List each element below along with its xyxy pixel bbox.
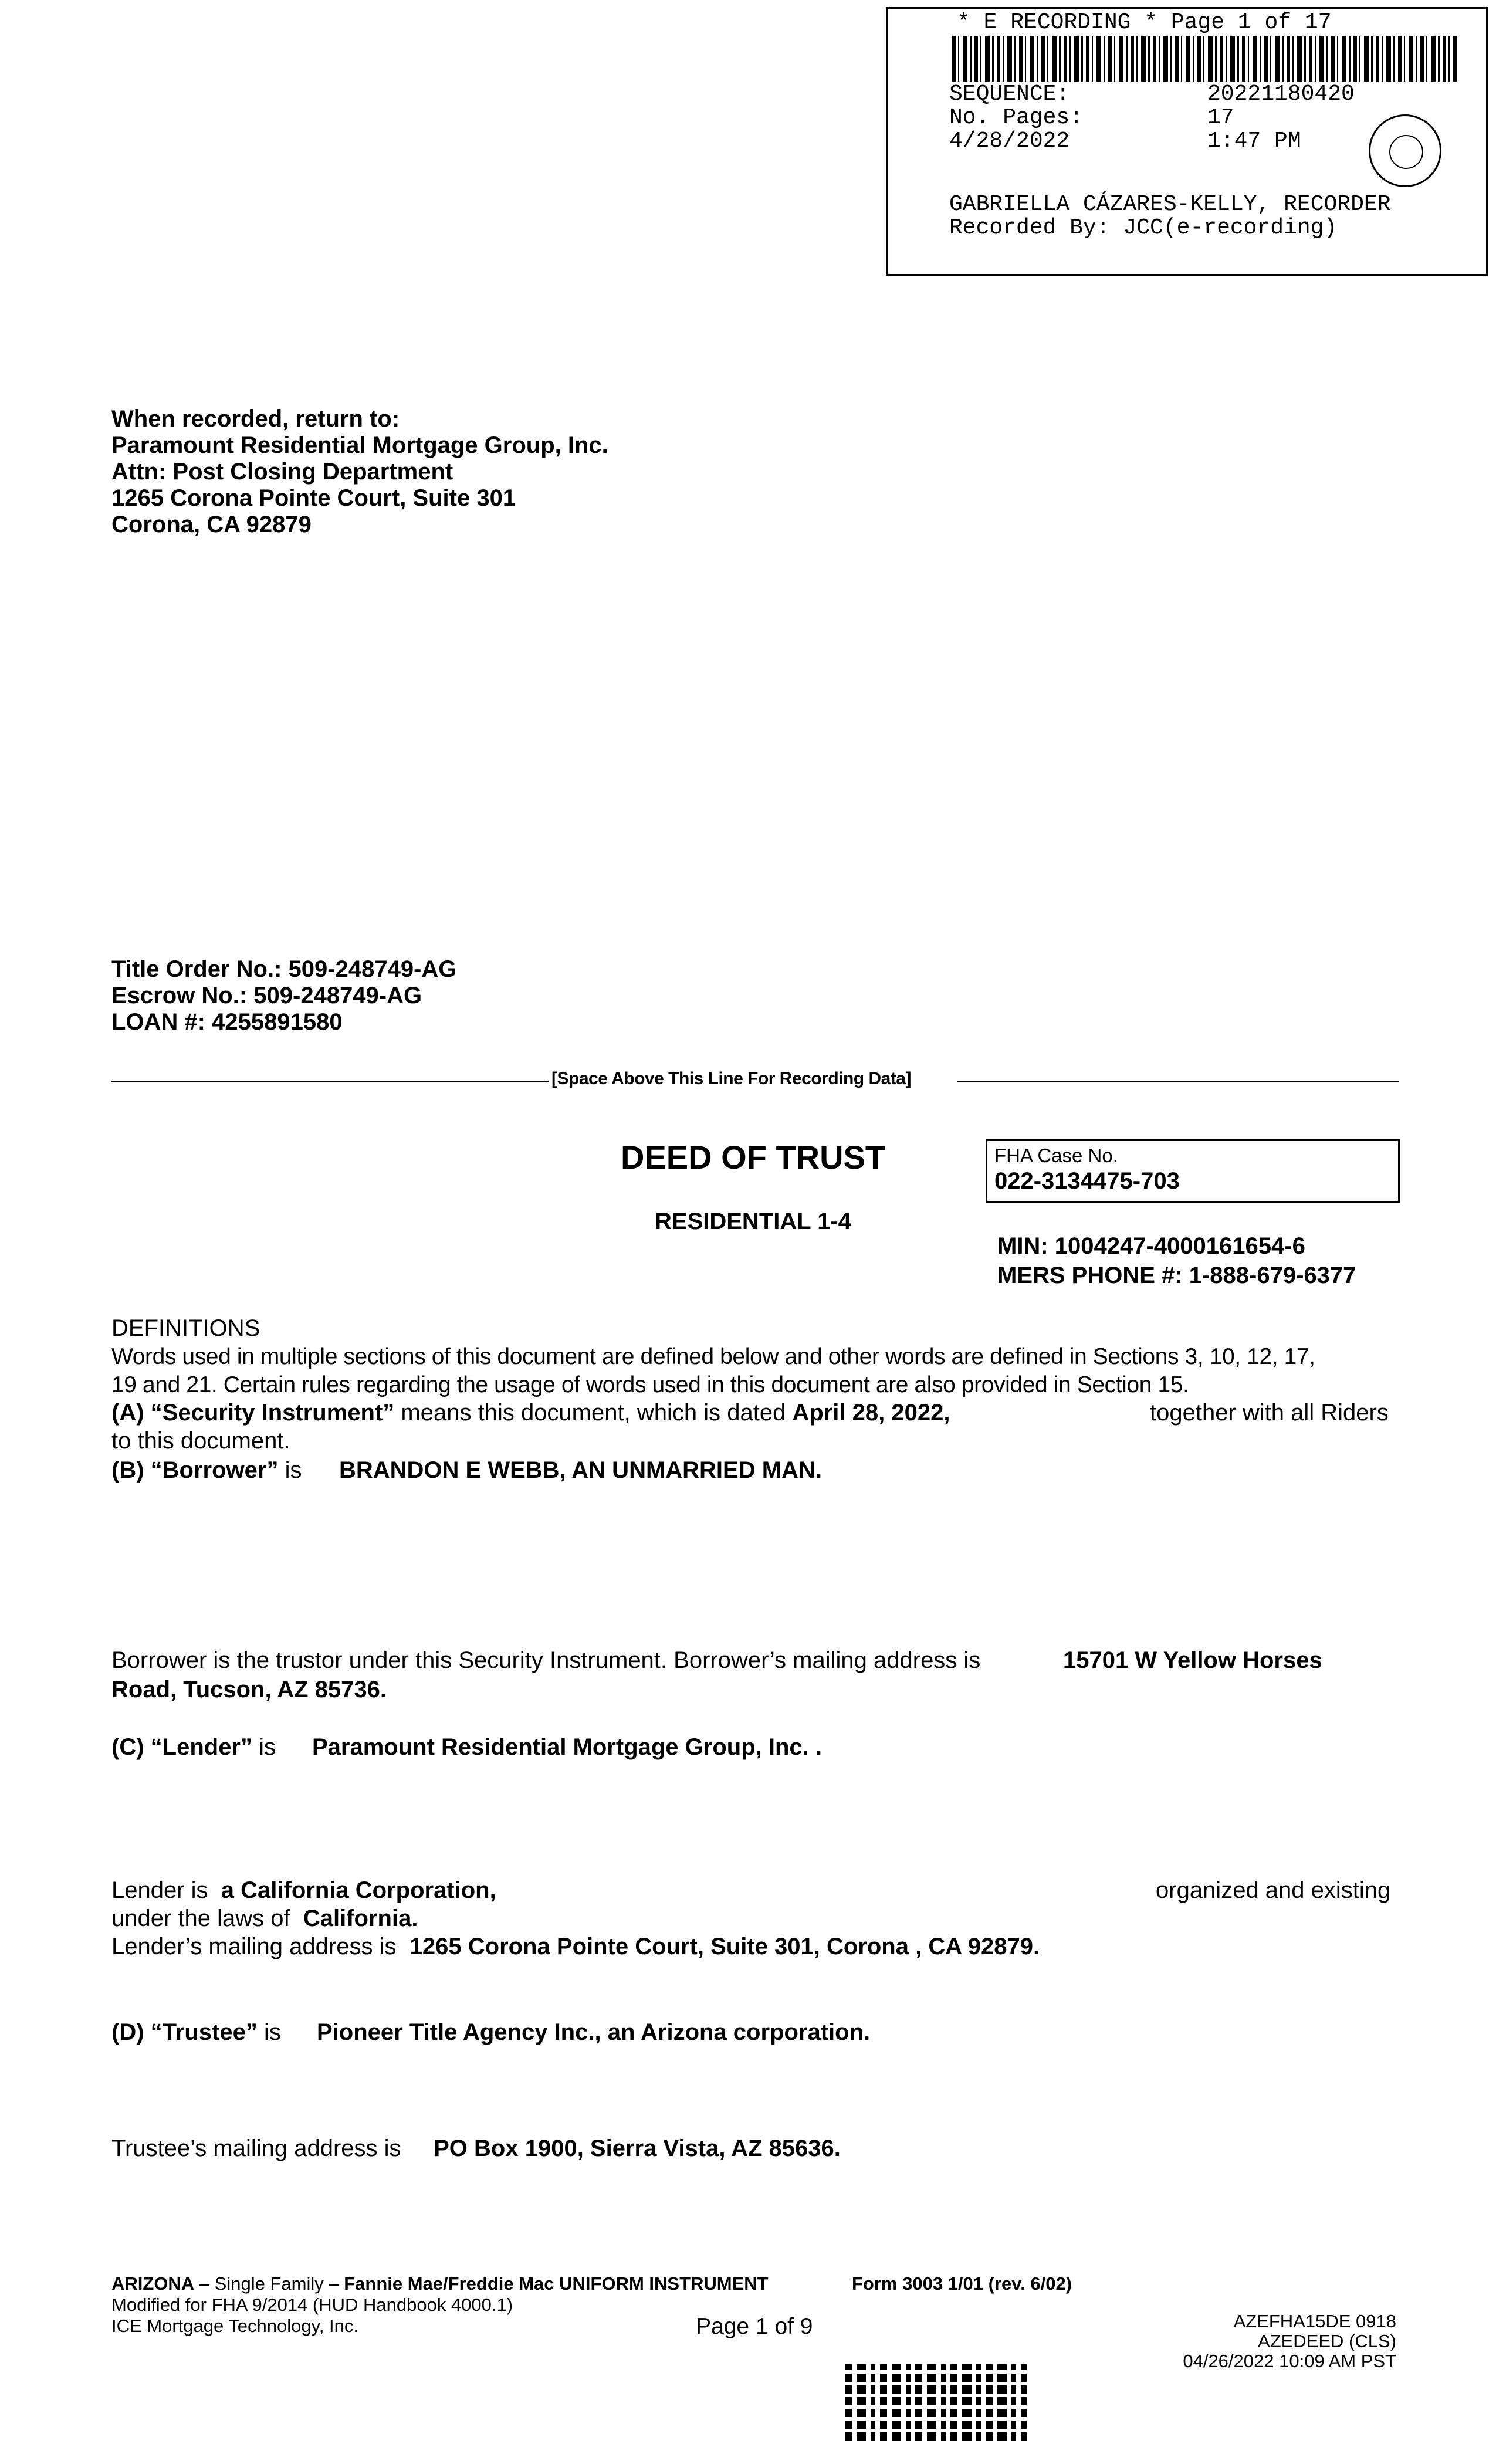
footer-line-1 bbox=[111, 2274, 769, 2294]
separator-rule-right bbox=[957, 1081, 1399, 1082]
definition-d-is: is bbox=[257, 2019, 281, 2045]
definition-a-line2: to this document. bbox=[111, 1428, 290, 1454]
fha-case-label: FHA Case No. bbox=[994, 1145, 1118, 1166]
footer-instrument: Fannie Mae/Freddie Mac UNIFORM INSTRUMENT bbox=[344, 2273, 769, 2294]
pages-label: No. Pages: bbox=[949, 105, 1084, 130]
record-date: 4/28/2022 bbox=[949, 128, 1070, 154]
footer-code-3: 04/26/2022 10:09 AM PST bbox=[1183, 2351, 1396, 2371]
definition-b bbox=[111, 1457, 302, 1484]
return-line-2: Paramount Residential Mortgage Group, Inc. bbox=[111, 432, 608, 458]
definitions-intro-2: 19 and 21. Certain rules regarding the usage of words used in this document are also provided in Section 15. bbox=[111, 1372, 1189, 1397]
title-order-number: Title Order No.: 509-248749-AG bbox=[111, 956, 457, 982]
recorder-name: GABRIELLA CÁZARES-KELLY, RECORDER bbox=[949, 192, 1391, 217]
return-line-3: Attn: Post Closing Department bbox=[111, 459, 453, 485]
lender-mailing-address: 1265 Corona Pointe Court, Suite 301, Corona , CA 92879. bbox=[409, 1934, 1040, 1959]
lender-laws: under the laws of bbox=[111, 1905, 290, 1931]
lender-mailing-label: Lender’s mailing address is bbox=[111, 1934, 397, 1959]
escrow-number: Escrow No.: 509-248749-AG bbox=[111, 983, 422, 1008]
footer-modified: Modified for FHA 9/2014 (HUD Handbook 4000.1) bbox=[111, 2294, 513, 2315]
sequence-value: 20221180420 bbox=[1207, 82, 1355, 107]
borrower-name: BRANDON E WEBB, AN UNMARRIED MAN. bbox=[339, 1457, 822, 1483]
return-line-4: 1265 Corona Pointe Court, Suite 301 bbox=[111, 485, 516, 511]
footer-code-2: AZEDEED (CLS) bbox=[1258, 2331, 1396, 2351]
return-line-5: Corona, CA 92879 bbox=[111, 512, 312, 537]
order-info bbox=[111, 956, 456, 1035]
trustee-name: Pioneer Title Agency Inc., an Arizona corporation. bbox=[317, 2019, 871, 2045]
recording-barcode bbox=[952, 36, 1457, 82]
lender-name: Paramount Residential Mortgage Group, Inc. . bbox=[312, 1734, 823, 1760]
definition-c-label: (C) “Lender” bbox=[111, 1734, 252, 1760]
borrower-address-1: 15701 W Yellow Horses bbox=[1063, 1647, 1322, 1673]
trustee-mailing-address: PO Box 1900, Sierra Vista, AZ 85636. bbox=[434, 2135, 841, 2161]
document-subtitle: RESIDENTIAL 1-4 bbox=[655, 1209, 851, 1234]
page-number: Page 1 of 9 bbox=[696, 2314, 813, 2339]
security-instrument-date: April 28, 2022, bbox=[792, 1400, 950, 1426]
lender-org: organized and existing bbox=[1156, 1877, 1391, 1903]
loan-number: LOAN #: 4255891580 bbox=[111, 1009, 343, 1035]
definition-a-tail: together with all Riders bbox=[1150, 1400, 1389, 1426]
definition-c-is: is bbox=[252, 1734, 276, 1760]
county-seal bbox=[1369, 114, 1441, 187]
definition-a-label: (A) “Security Instrument” bbox=[111, 1400, 395, 1426]
borrower-address-2: Road, Tucson, AZ 85736. bbox=[111, 1677, 387, 1703]
definition-c bbox=[111, 1734, 276, 1761]
lender-is: Lender is bbox=[111, 1877, 208, 1903]
fha-case-number: 022-3134475-703 bbox=[994, 1168, 1180, 1194]
definition-d-label: (D) “Trustee” bbox=[111, 2019, 258, 2045]
lender-mailing-line bbox=[111, 1934, 1040, 1960]
footer-company: ICE Mortgage Technology, Inc. bbox=[111, 2316, 359, 2336]
return-address bbox=[111, 406, 608, 538]
definition-b-label: (B) “Borrower” bbox=[111, 1457, 279, 1483]
trustee-mailing-line bbox=[111, 2135, 841, 2162]
seal-inner-ring bbox=[1389, 135, 1423, 169]
mers-phone: MERS PHONE #: 1-888-679-6377 bbox=[997, 1263, 1356, 1288]
fha-case-box bbox=[986, 1139, 1400, 1203]
min-number: MIN: 1004247-4000161654-6 bbox=[997, 1233, 1305, 1259]
sequence-label: SEQUENCE: bbox=[949, 82, 1070, 107]
recording-data-separator: [Space Above This Line For Recording Data] bbox=[551, 1069, 911, 1088]
definition-a-text: means this document, which is dated bbox=[394, 1400, 793, 1426]
definitions-intro-1: Words used in multiple sections of this document are defined below and other words are defined in Sections 3, 10, 12, 17, bbox=[111, 1344, 1315, 1369]
document-2d-barcode bbox=[845, 2364, 1027, 2441]
footer-state: ARIZONA bbox=[111, 2273, 195, 2294]
lender-type: a California Corporation, bbox=[221, 1877, 496, 1903]
definition-a bbox=[111, 1400, 950, 1426]
lender-state: California. bbox=[303, 1905, 418, 1931]
trustor-statement: Borrower is the trustor under this Security Instrument. Borrower’s mailing address is bbox=[111, 1647, 981, 1673]
separator-rule-left bbox=[111, 1081, 549, 1082]
trustee-mailing-label: Trustee’s mailing address is bbox=[111, 2135, 401, 2161]
pages-value: 17 bbox=[1207, 105, 1234, 130]
return-line-1: When recorded, return to: bbox=[111, 406, 400, 432]
document-title: DEED OF TRUST bbox=[621, 1139, 886, 1176]
recording-stamp bbox=[886, 7, 1488, 276]
lender-type-line bbox=[111, 1877, 496, 1904]
stamp-header: * E RECORDING * Page 1 of 17 bbox=[957, 10, 1332, 35]
footer-form: Form 3003 1/01 (rev. 6/02) bbox=[852, 2273, 1072, 2294]
definition-b-is: is bbox=[278, 1457, 302, 1483]
recorded-by: Recorded By: JCC(e-recording) bbox=[949, 215, 1338, 241]
lender-laws-line bbox=[111, 1905, 418, 1932]
footer-family: – Single Family – bbox=[194, 2273, 344, 2294]
definitions-heading: DEFINITIONS bbox=[111, 1315, 260, 1341]
definition-d bbox=[111, 2019, 281, 2046]
footer-code-1: AZEFHA15DE 0918 bbox=[1233, 2311, 1396, 2331]
record-time: 1:47 PM bbox=[1207, 128, 1301, 154]
